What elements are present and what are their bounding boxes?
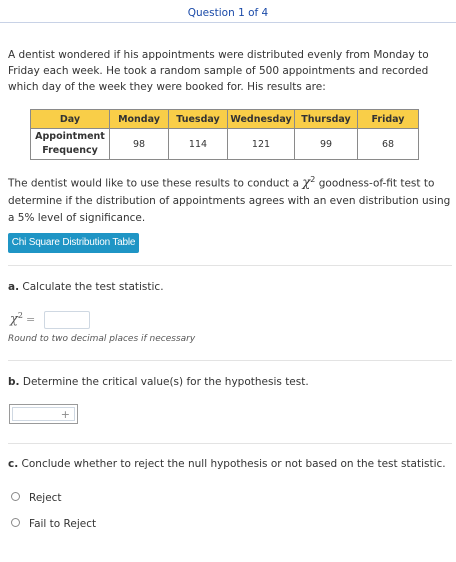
part-b-text: Determine the critical value(s) for the hypothesis test. xyxy=(19,376,309,388)
problem-description xyxy=(8,171,452,227)
critical-value-field[interactable] xyxy=(9,404,78,424)
part-a-letter: a. xyxy=(8,281,20,293)
plus-icon[interactable]: + xyxy=(60,408,70,421)
radio-button[interactable] xyxy=(11,492,20,501)
divider xyxy=(8,360,452,361)
table-row xyxy=(31,129,419,160)
para-before: The dentist would like to use these results to conduct a xyxy=(8,177,303,190)
test-statistic-input[interactable] xyxy=(44,311,90,329)
chi-square-table-button[interactable]: Chi Square Distribution Table xyxy=(8,233,139,253)
part-c-text: Conclude whether to reject the null hypothesis or not based on the test statistic. xyxy=(18,458,446,470)
table-header-cell: Monday xyxy=(110,110,169,129)
table-header-cell: Day xyxy=(31,110,110,129)
row-label-line1: Appointment xyxy=(35,131,105,142)
table-cell: 98 xyxy=(110,129,169,160)
table-cell: 99 xyxy=(295,129,358,160)
part-a-prompt xyxy=(8,281,164,293)
table-header-cell: Tuesday xyxy=(169,110,228,129)
critical-value-input[interactable] xyxy=(12,407,75,421)
rounding-hint: Round to two decimal places if necessary xyxy=(8,334,196,344)
para-after: goodness-of-fit test to determine if the distribution of appointments agrees with an even distribution using a 5% level of significance. xyxy=(8,177,451,224)
part-b-prompt xyxy=(8,376,309,388)
radio-option-reject[interactable] xyxy=(11,492,62,504)
equals-sign: = xyxy=(25,313,36,326)
table-row-label xyxy=(31,129,110,160)
part-a-text: Calculate the test statistic. xyxy=(19,281,164,293)
table-header-cell: Thursday xyxy=(295,110,358,129)
table-header-cell: Wednesday xyxy=(228,110,295,129)
frequency-table xyxy=(30,109,419,160)
table-cell: 114 xyxy=(169,129,228,160)
radio-label[interactable]: Fail to Reject xyxy=(29,518,97,530)
table-header-cell: Friday xyxy=(358,110,419,129)
radio-label[interactable]: Reject xyxy=(29,492,62,504)
question-title: Question 1 of 4 xyxy=(187,7,269,19)
question-header xyxy=(0,0,456,23)
table-header-row xyxy=(31,110,419,129)
part-c-prompt xyxy=(8,458,446,470)
row-label-line2: Frequency xyxy=(42,145,98,156)
divider xyxy=(8,443,452,444)
problem-intro: A dentist wondered if his appointments were distributed evenly from Monday to Friday each week. He took a random sample of 500 appointments and recorded which day of the week they were booked for. His results are: xyxy=(8,49,429,93)
chi-symbol: χ xyxy=(10,312,18,327)
chi-exponent: 2 xyxy=(17,311,23,320)
radio-button[interactable] xyxy=(11,518,20,527)
table-cell: 121 xyxy=(228,129,295,160)
radio-option-fail-to-reject[interactable] xyxy=(11,518,96,530)
part-c-letter: c. xyxy=(8,458,19,470)
divider xyxy=(8,265,452,266)
chi-square-label xyxy=(10,311,35,327)
chi-symbol: χ xyxy=(302,175,311,191)
chi-exponent: 2 xyxy=(310,175,316,184)
table-cell: 68 xyxy=(358,129,419,160)
part-b-letter: b. xyxy=(8,376,20,388)
